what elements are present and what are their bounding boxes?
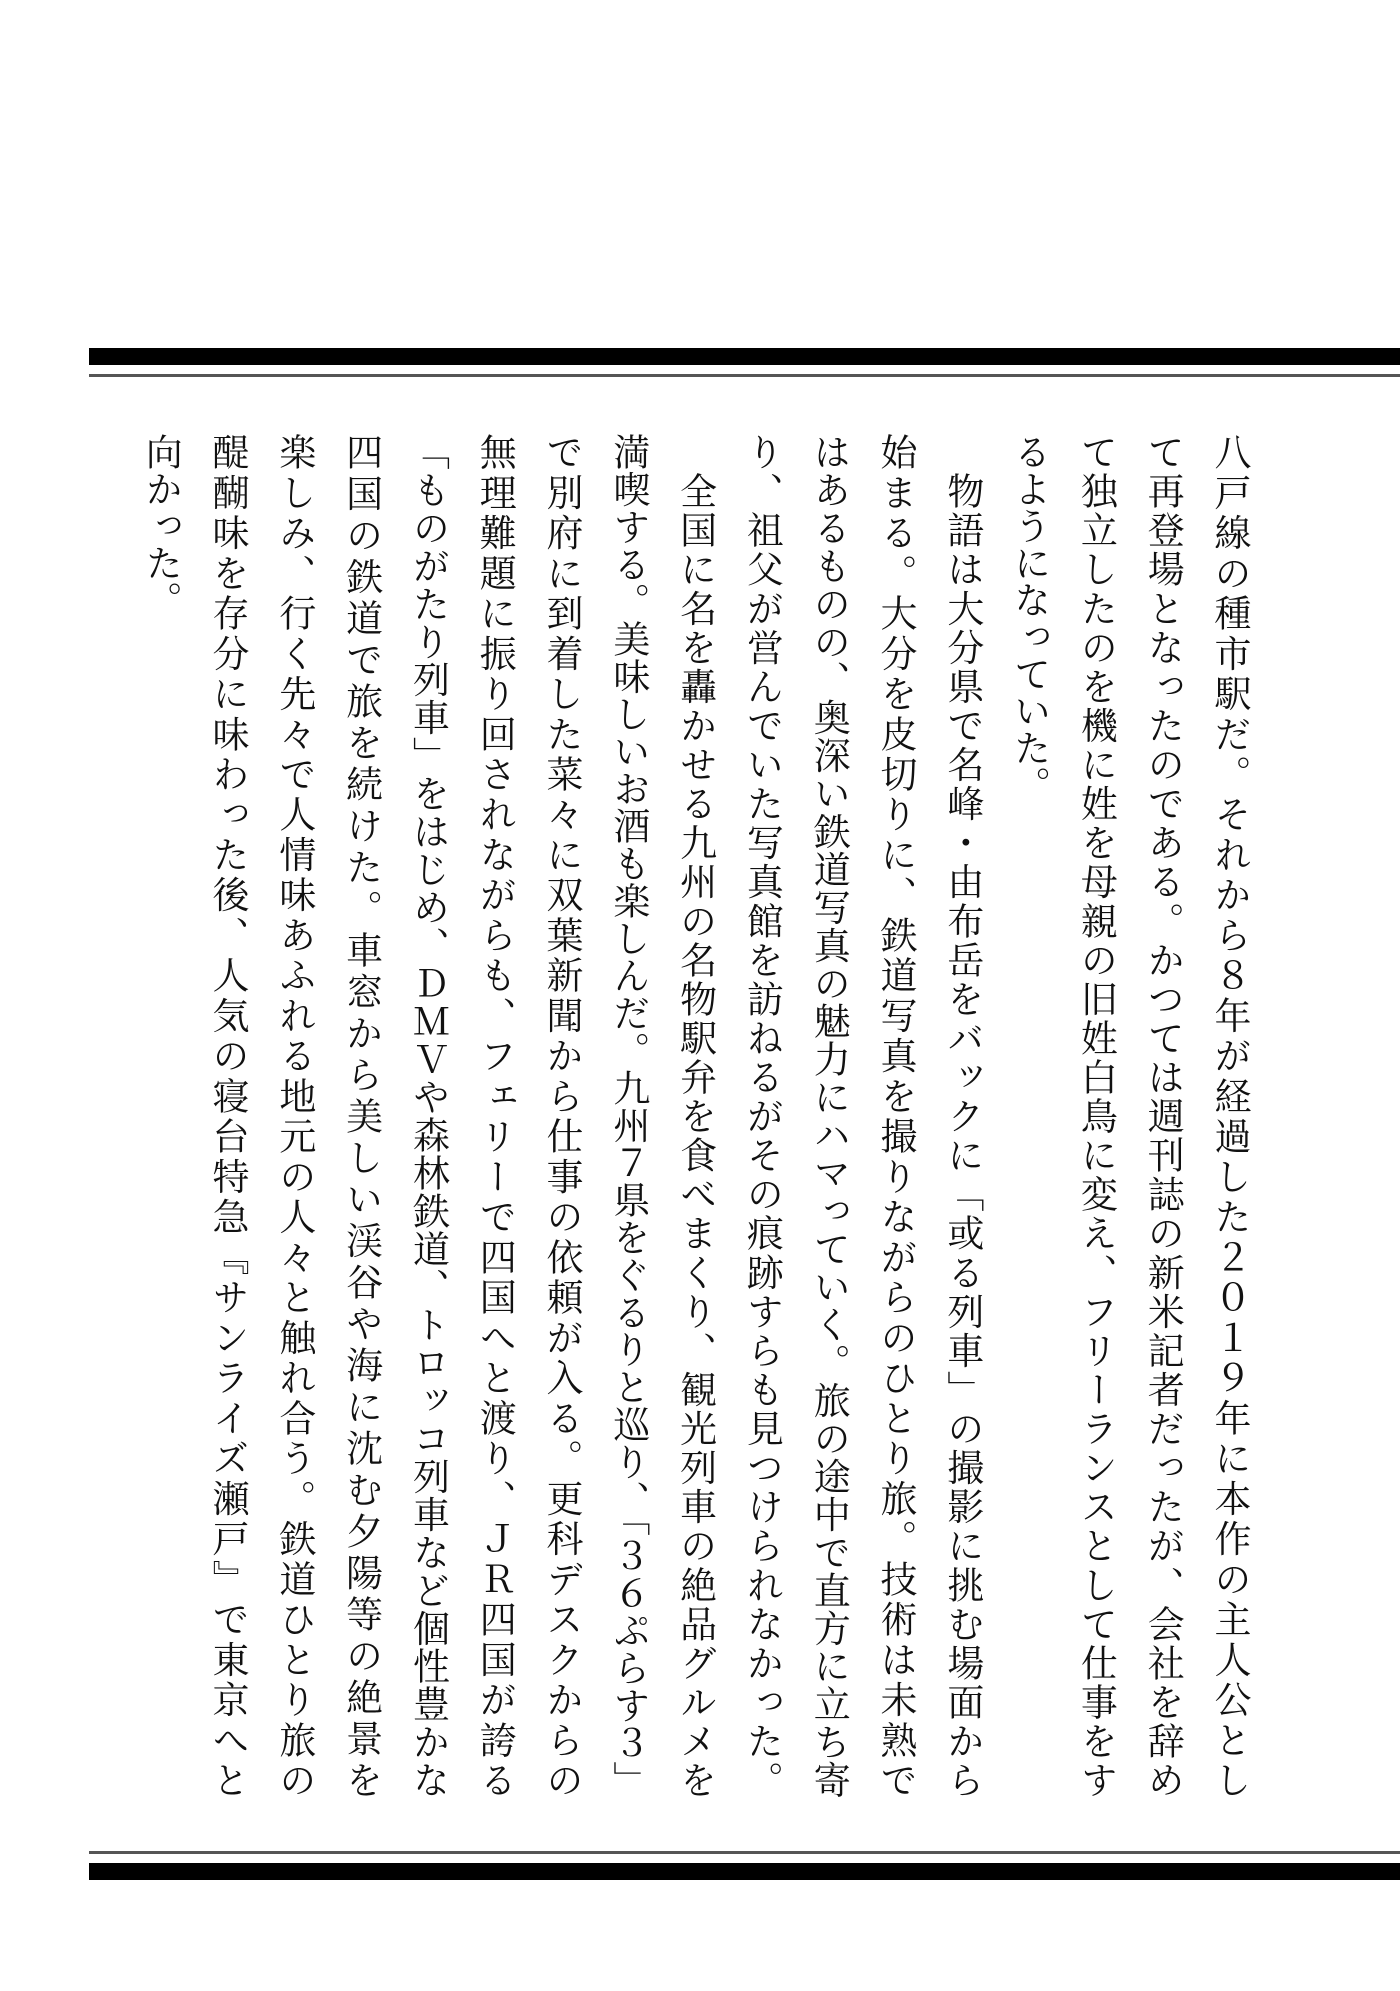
text-line: 無理難題に振り回されながらも、フェリーで四国へと渡り、ＪＲ四国が誇る (473, 433, 517, 1799)
text-line: 全国に名を轟かせる九州の名物駅弁を食べまくり、観光列車の絶品グルメを (673, 433, 717, 1798)
text-line: 満喫する。美味しいお酒も楽しんだ。九州７県をぐるりと巡り、「３６ぷらす３」 (606, 433, 650, 1798)
text-line: 始まる。大分を皮切りに、鉄道写真を撮りながらのひとり旅。技術は未熟で (874, 433, 918, 1798)
text-line: 四国の鉄道で旅を続けた。車窓から美しい渓谷や海に沈む夕陽等の絶景を (339, 433, 383, 1798)
text-line: り、祖父が営んでいた写真館を訪ねるがその痕跡すらも見つけられなかった。 (740, 433, 784, 1799)
bottom-thick-rule (89, 1863, 1400, 1880)
vertical-text-body (126, 433, 1262, 1798)
text-line: るようになっていた。 (1007, 433, 1051, 803)
text-line: 物語は大分県で名峰・由布岳をバックに「或る列車」の撮影に挑む場面から (940, 433, 984, 1798)
top-thick-rule (89, 348, 1400, 365)
text-line: はあるものの、奥深い鉄道写真の魅力にハマっていく。旅の途中で直方に立ち寄 (807, 433, 851, 1799)
bottom-thin-rule (89, 1851, 1400, 1854)
text-line: 八戸線の種市駅だ。それから８年が経過した２０１９年に本作の主人公とし (1208, 433, 1251, 1799)
text-line: 「ものがたり列車」をはじめ、ＤＭＶや森林鉄道、トロッコ列車など個性豊かな (406, 433, 450, 1799)
text-line: 向かった。 (139, 433, 183, 618)
text-line: で別府に到着した菜々に双葉新聞から仕事の依頼が入る。更科デスクからの (540, 433, 584, 1799)
text-line: 醍醐味を存分に味わった後、人気の寝台特急『サンライズ瀬戸』で東京へと (206, 433, 250, 1799)
top-thin-rule (89, 374, 1400, 377)
text-line: て再登場となったのである。かつては週刊誌の新米記者だったが、会社を辞め (1141, 433, 1185, 1798)
text-line: 楽しみ、行く先々で人情味あふれる地元の人々と触れ合う。鉄道ひとり旅の (272, 433, 316, 1799)
text-line: て独立したのを機に姓を母親の旧姓白鳥に変え、フリーランスとして仕事をす (1074, 433, 1118, 1798)
